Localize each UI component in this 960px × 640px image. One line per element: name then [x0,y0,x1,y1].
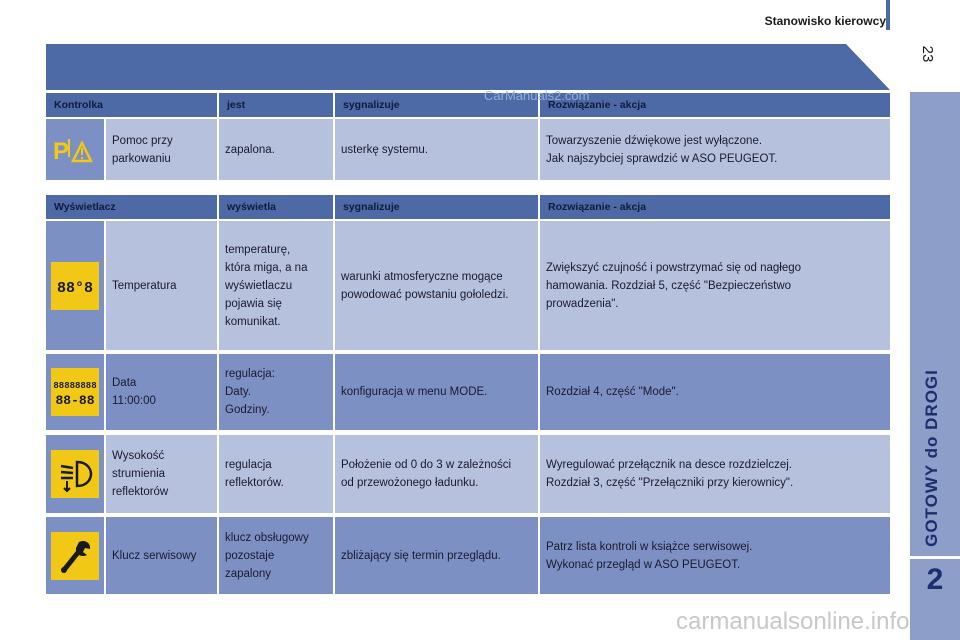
table2-header-signal: sygnalizuje [335,195,540,219]
page-header-title: Stanowisko kierowcy [764,14,886,28]
table1-header-action: Rozwiązanie - akcja [548,99,647,111]
watermark-top: CarManuals2.com [484,88,590,103]
table2-header-shows: wyświetla [219,195,335,219]
row-state: temperaturę, która miga, a na wyświetlaczu pojawia się komunikat. [219,221,335,350]
date-display-text: 88888888 [53,381,97,391]
side-divider [910,556,960,559]
icon-cell [46,221,106,350]
side-chapter-label: GOTOWY do DROGI [922,369,941,547]
temperature-display-text: 88°8 [56,279,94,297]
row-name: Pomoc przy parkowaniu [106,119,219,180]
row-name: Wysokość strumienia reflektorów [106,435,219,513]
headlamp-leveling-icon [51,450,99,498]
table1-header-indicator: Kontrolka [46,93,219,117]
row-name: Klucz serwisowy [106,517,219,594]
table-row [46,354,890,430]
chapter-number: 2 [926,563,944,596]
table-row [46,435,890,513]
table2-header [46,195,890,219]
table-row [46,119,890,180]
date-time-display-icon [51,368,99,416]
row-state: regulacja: Daty. Godziny. [219,354,335,430]
row-name: Data 11:00:00 [106,354,219,430]
top-banner [46,44,890,90]
row-signal: Położenie od 0 do 3 w zależności od przewożonego ładunku. [335,435,540,513]
table1-header-signal: sygnalizuje [335,93,540,117]
row-action: Patrz lista kontroli w książce serwisowej. Wykonać przegląd w ASO PEUGEOT. [540,517,890,594]
row-signal: zbliżający się termin przeglądu. [335,517,540,594]
row-action: Wyregulować przełącznik na desce rozdzielczej. Rozdział 3, część "Przełączniki przy kierownicy". [540,435,890,513]
temperature-display-icon [51,262,99,310]
service-wrench-icon [51,532,99,580]
row-state: klucz obsługowy pozostaje zapalony [219,517,335,594]
row-state: zapalona. [219,119,335,180]
table-row [46,221,890,350]
row-name: Temperatura [106,221,219,350]
page-number: 23 [919,45,936,63]
icon-cell [46,435,106,513]
table2-header-action: Rozwiązanie - akcja [548,201,647,213]
row-action: Rozdział 4, część "Mode". [540,354,890,430]
row-signal: konfiguracja w menu MODE. [335,354,540,430]
svg-text:P: P [53,137,70,165]
row-action: Zwiększyć czujność i powstrzymać się od nagłego hamowania. Rozdział 5, część "Bezpieczeństwo prowadzenia". [540,221,890,350]
table2-header-display: Wyświetlacz [46,195,219,219]
icon-cell [46,517,106,594]
row-signal: usterkę systemu. [335,119,540,180]
header-accent-bar [886,0,890,30]
row-state: regulacja reflektorów. [219,435,335,513]
row-signal: warunki atmosferyczne mogące powodować powstaniu gołoledzi. [335,221,540,350]
icon-cell [46,119,106,180]
parking-sensor-icon [51,126,99,174]
table1-header [46,93,890,117]
icon-cell [46,354,106,430]
table1-header-state: jest [219,93,335,117]
table-row [46,517,890,594]
row-action: Towarzyszenie dźwiękowe jest wyłączone. Jak najszybciej sprawdzić w ASO PEUGEOT. [540,119,890,180]
time-display-text: 88-88 [55,393,95,408]
watermark-bottom: carmanualsonline.info [676,608,910,635]
